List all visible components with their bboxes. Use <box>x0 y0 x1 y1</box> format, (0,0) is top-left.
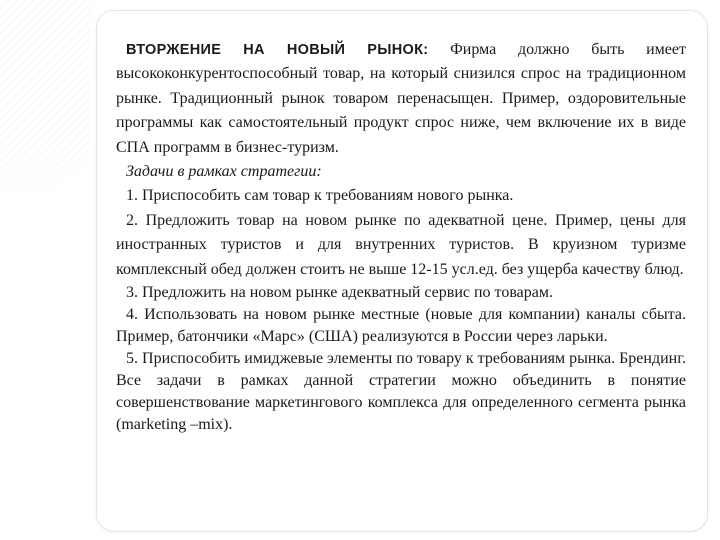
task-2: 2. Предложить товар на новом рынке по адекватной цене. Пример, цены для иностранных туристов и для внутренних туристов. В круизном туризме комплексный обед должен стоить не выше 12-15 усл.ед. без ущерба качеству блюд. <box>116 211 686 278</box>
strategy-title: ВТОРЖЕНИЕ НА НОВЫЙ РЫНОК: <box>126 42 429 58</box>
task-3: 3. Предложить на новом рынке адекватный сервис по товарам. <box>126 284 554 302</box>
tasks-heading: Задачи в рамках стратегии: <box>126 163 322 181</box>
slide-text <box>116 38 686 436</box>
decorative-stripes <box>0 0 92 230</box>
strategy-description: Фирма должно быть имеет высококонкурентоспособный товар, на который снизился спрос на традиционном рынке. Традиционный рынок товаром перенасыщен. Пример, оздоровительные программы как самостоятельный продукт спрос ниже, чем включение их в виде СПА программ в бизнес-туризм. <box>116 41 686 156</box>
task-1: 1. Приспособить сам товар к требованиям нового рынка. <box>126 187 514 205</box>
task-5: 5. Приспособить имиджевые элементы по товару к требованиям рынка. Брендинг. Все задачи в рамках данной стратегии можно объединить в понятие совершенствование маркетингового комплекса для определенного сегмента рынка (marketing –mix). <box>116 350 686 434</box>
task-4: 4. Использовать на новом рынке местные (новые для компании) каналы сбыта. Пример, батончики «Марс» (США) реализуются в России через ларьки. <box>116 306 686 346</box>
intro-paragraph <box>116 38 686 160</box>
